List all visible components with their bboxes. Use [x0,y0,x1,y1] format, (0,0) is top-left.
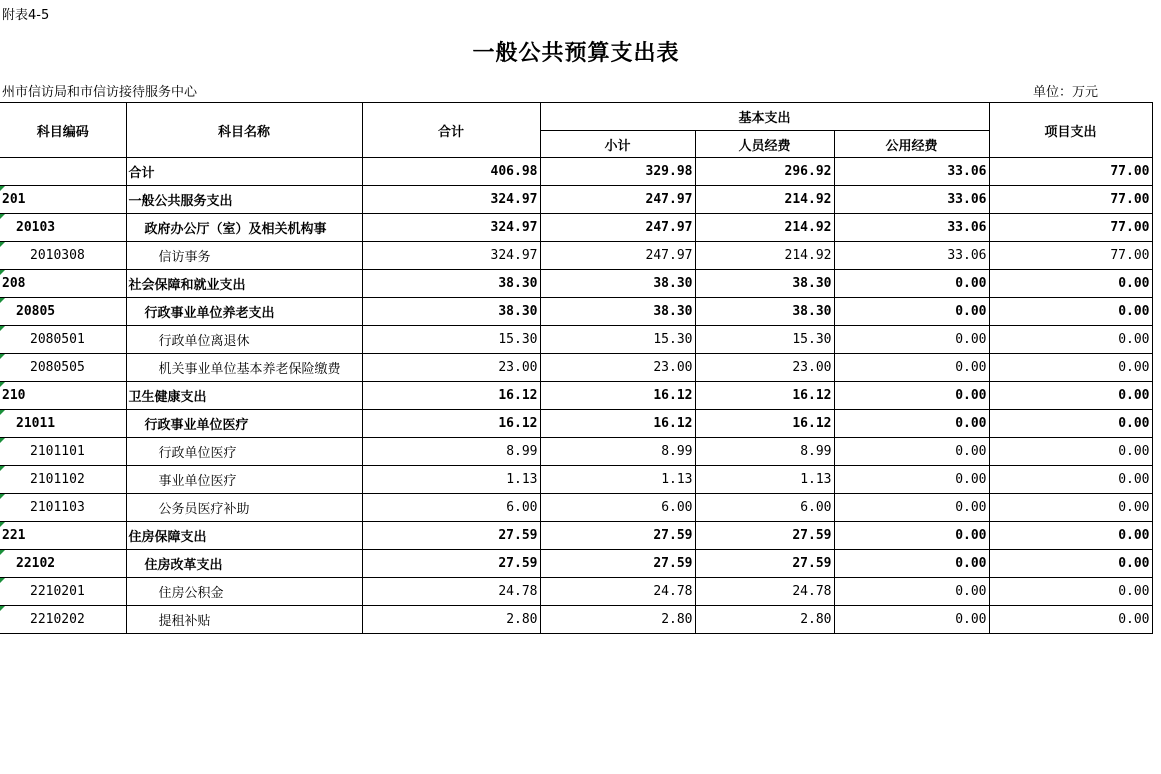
cell-code [0,466,126,494]
cell-total: 1.13 [362,466,540,494]
cell-total: 2.80 [362,606,540,634]
code-text: 2010308 [30,248,85,263]
cell-subtotal: 27.59 [540,522,695,550]
cell-total: 16.12 [362,410,540,438]
cell-subtotal: 16.12 [540,382,695,410]
cell-total: 8.99 [362,438,540,466]
cell-subtotal: 6.00 [540,494,695,522]
header-name: 科目名称 [126,103,362,158]
header-basic: 基本支出 [540,103,989,131]
cell-total: 27.59 [362,550,540,578]
header-code: 科目编码 [0,103,126,158]
cell-code [0,550,126,578]
cell-project: 0.00 [989,354,1152,382]
cell-project: 0.00 [989,494,1152,522]
cell-code [0,186,126,214]
header-total: 合计 [362,103,540,158]
table-row [0,186,1152,214]
cell-name: 机关事业单位基本养老保险缴费 [126,354,362,382]
header-public: 公用经费 [834,131,989,158]
cell-project: 77.00 [989,186,1152,214]
cell-public: 0.00 [834,298,989,326]
cell-name: 行政单位离退休 [126,326,362,354]
budget-table [0,102,1153,634]
cell-code [0,242,126,270]
cell-project: 77.00 [989,242,1152,270]
code-text: 21011 [16,416,56,431]
cell-subtotal: 247.97 [540,242,695,270]
header-project: 项目支出 [989,103,1152,158]
cell-public: 0.00 [834,522,989,550]
code-text: 221 [2,528,26,543]
cell-total: 324.97 [362,186,540,214]
cell-subtotal: 1.13 [540,466,695,494]
cell-subtotal: 15.30 [540,326,695,354]
cell-code [0,382,126,410]
cell-subtotal: 38.30 [540,298,695,326]
cell-personnel: 24.78 [695,578,834,606]
cell-code [0,326,126,354]
cell-project: 0.00 [989,410,1152,438]
cell-marker-icon [0,326,5,331]
code-text: 20805 [16,304,56,319]
cell-project: 0.00 [989,382,1152,410]
cell-total: 15.30 [362,326,540,354]
cell-name: 提租补贴 [126,606,362,634]
cell-marker-icon [0,186,5,191]
table-row [0,158,1152,186]
cell-marker-icon [0,466,5,471]
cell-marker-icon [0,494,5,499]
cell-personnel: 214.92 [695,214,834,242]
cell-code [0,158,126,186]
cell-public: 33.06 [834,158,989,186]
cell-marker-icon [0,438,5,443]
cell-total: 23.00 [362,354,540,382]
cell-project: 77.00 [989,214,1152,242]
cell-public: 33.06 [834,186,989,214]
table-row [0,410,1152,438]
cell-total: 6.00 [362,494,540,522]
cell-personnel: 16.12 [695,410,834,438]
cell-total: 27.59 [362,522,540,550]
code-text: 210 [2,388,26,403]
unit-name: 州市信访局和市信访接待服务中心 [2,85,198,100]
cell-total: 16.12 [362,382,540,410]
cell-code [0,270,126,298]
code-text: 2210202 [30,612,85,627]
cell-subtotal: 2.80 [540,606,695,634]
cell-personnel: 38.30 [695,270,834,298]
cell-marker-icon [0,522,5,527]
cell-public: 0.00 [834,326,989,354]
cell-public: 0.00 [834,466,989,494]
cell-public: 0.00 [834,382,989,410]
cell-code [0,298,126,326]
code-text: 20103 [16,220,56,235]
cell-code [0,606,126,634]
cell-name: 一般公共服务支出 [126,186,362,214]
cell-personnel: 1.13 [695,466,834,494]
cell-project: 0.00 [989,550,1152,578]
cell-personnel: 6.00 [695,494,834,522]
cell-public: 0.00 [834,494,989,522]
cell-total: 324.97 [362,242,540,270]
cell-code [0,214,126,242]
cell-personnel: 214.92 [695,242,834,270]
cell-personnel: 296.92 [695,158,834,186]
code-text: 2080501 [30,332,85,347]
cell-marker-icon [0,606,5,611]
cell-subtotal: 24.78 [540,578,695,606]
cell-marker-icon [0,214,5,219]
cell-project: 0.00 [989,270,1152,298]
cell-personnel: 15.30 [695,326,834,354]
cell-name: 卫生健康支出 [126,382,362,410]
table-row [0,466,1152,494]
code-text: 201 [2,192,26,207]
cell-code [0,522,126,550]
cell-project: 0.00 [989,578,1152,606]
cell-project: 0.00 [989,326,1152,354]
cell-name: 政府办公厅（室）及相关机构事 [126,214,362,242]
cell-personnel: 23.00 [695,354,834,382]
cell-subtotal: 38.30 [540,270,695,298]
cell-total: 406.98 [362,158,540,186]
table-row [0,382,1152,410]
cell-public: 0.00 [834,438,989,466]
table-row [0,550,1152,578]
cell-project: 77.00 [989,158,1152,186]
cell-public: 33.06 [834,214,989,242]
cell-public: 0.00 [834,410,989,438]
cell-name: 住房保障支出 [126,522,362,550]
cell-subtotal: 329.98 [540,158,695,186]
cell-code [0,494,126,522]
cell-public: 0.00 [834,270,989,298]
cell-name: 住房公积金 [126,578,362,606]
cell-public: 33.06 [834,242,989,270]
table-row [0,270,1152,298]
cell-public: 0.00 [834,354,989,382]
attachment-label: 附表4-5 [2,8,50,23]
cell-personnel: 8.99 [695,438,834,466]
cell-code [0,354,126,382]
code-text: 2101102 [30,472,85,487]
table-row [0,242,1152,270]
code-text: 22102 [16,556,56,571]
cell-project: 0.00 [989,438,1152,466]
cell-project: 0.00 [989,466,1152,494]
cell-project: 0.00 [989,522,1152,550]
cell-total: 24.78 [362,578,540,606]
cell-public: 0.00 [834,578,989,606]
cell-project: 0.00 [989,298,1152,326]
cell-name: 行政事业单位医疗 [126,410,362,438]
header-personnel: 人员经费 [695,131,834,158]
cell-public: 0.00 [834,550,989,578]
cell-marker-icon [0,382,5,387]
table-row [0,438,1152,466]
table-row [0,298,1152,326]
cell-project: 0.00 [989,606,1152,634]
cell-subtotal: 8.99 [540,438,695,466]
cell-name: 行政事业单位养老支出 [126,298,362,326]
table-row [0,494,1152,522]
cell-marker-icon [0,354,5,359]
table-body [0,158,1152,634]
table-row [0,326,1152,354]
cell-personnel: 16.12 [695,382,834,410]
cell-marker-icon [0,578,5,583]
header-subtotal: 小计 [540,131,695,158]
code-text: 2080505 [30,360,85,375]
code-text: 2210201 [30,584,85,599]
code-text: 2101103 [30,500,85,515]
cell-total: 38.30 [362,270,540,298]
cell-subtotal: 247.97 [540,214,695,242]
table-row [0,578,1152,606]
code-text: 2101101 [30,444,85,459]
cell-public: 0.00 [834,606,989,634]
cell-subtotal: 23.00 [540,354,695,382]
cell-personnel: 2.80 [695,606,834,634]
cell-name: 住房改革支出 [126,550,362,578]
cell-name: 信访事务 [126,242,362,270]
unit-label: 单位：万元 [1033,85,1099,100]
cell-marker-icon [0,270,5,275]
cell-personnel: 38.30 [695,298,834,326]
cell-personnel: 27.59 [695,522,834,550]
cell-marker-icon [0,242,5,247]
cell-personnel: 214.92 [695,186,834,214]
cell-total: 38.30 [362,298,540,326]
cell-subtotal: 16.12 [540,410,695,438]
table-row [0,214,1152,242]
cell-code [0,438,126,466]
cell-name: 合计 [126,158,362,186]
cell-subtotal: 247.97 [540,186,695,214]
cell-code [0,410,126,438]
table-row [0,522,1152,550]
cell-name: 事业单位医疗 [126,466,362,494]
table-row [0,354,1152,382]
table-row [0,606,1152,634]
cell-subtotal: 27.59 [540,550,695,578]
cell-total: 324.97 [362,214,540,242]
cell-marker-icon [0,410,5,415]
cell-name: 公务员医疗补助 [126,494,362,522]
cell-name: 社会保障和就业支出 [126,270,362,298]
cell-name: 行政单位医疗 [126,438,362,466]
page-title: 一般公共预算支出表 [472,40,680,66]
cell-personnel: 27.59 [695,550,834,578]
cell-marker-icon [0,550,5,555]
code-text: 208 [2,276,26,291]
cell-code [0,578,126,606]
cell-marker-icon [0,298,5,303]
